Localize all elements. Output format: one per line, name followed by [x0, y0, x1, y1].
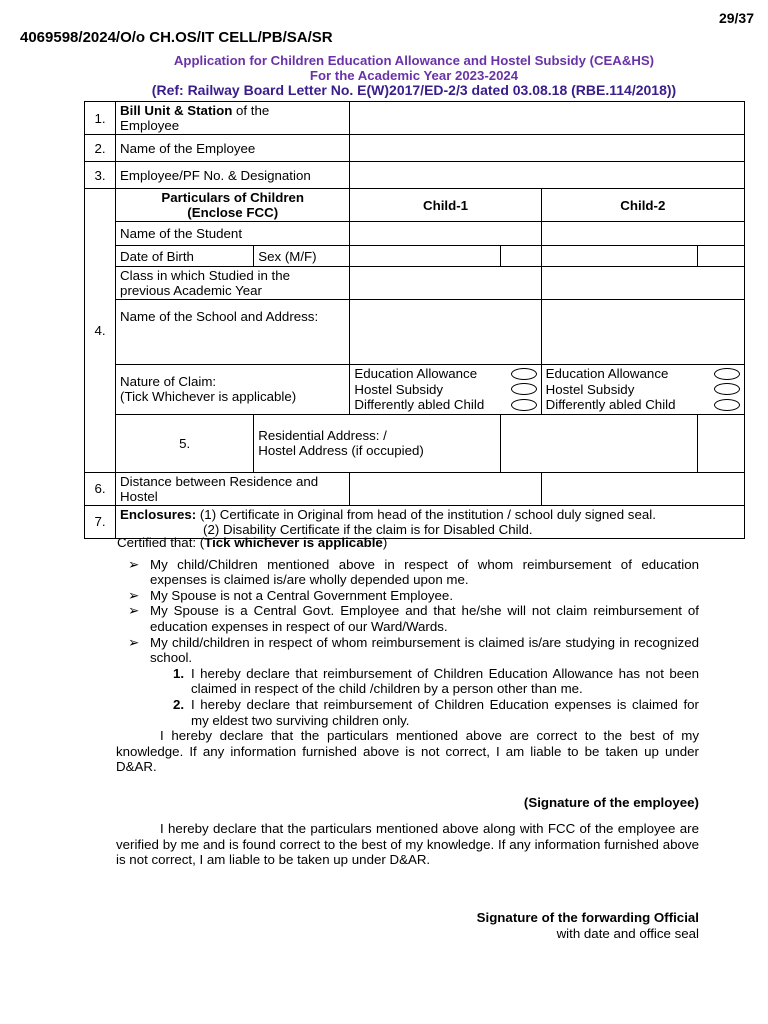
child-2-differently-abled-option[interactable]: [546, 397, 740, 413]
child-2-sex-field[interactable]: [697, 246, 744, 267]
employee-pf-field[interactable]: [350, 162, 745, 189]
enclosure-2: (2) Disability Certificate if the claim is for Disabled Child.: [203, 521, 533, 537]
child-2-education-allowance-option[interactable]: [546, 366, 740, 382]
certification-bullet[interactable]: [117, 588, 699, 604]
certification-section: [117, 535, 699, 775]
enclosure-1: (1) Certificate in Original from head of the institution / school duly signed seal.: [196, 506, 656, 522]
declaration-item: [117, 697, 699, 728]
row-2-number: 2.: [85, 135, 116, 162]
form-title: [84, 53, 744, 98]
previous-class-label-line1: Class in which Studied in the: [120, 268, 291, 283]
bill-unit-label-rest: of the: [232, 103, 270, 118]
child-1-address-field[interactable]: [500, 414, 697, 472]
particulars-header-line1: Particulars of Children: [161, 190, 305, 205]
employee-pf-label: Employee/PF No. & Designation: [116, 162, 350, 189]
child-1-sex-field[interactable]: [500, 246, 541, 267]
child-1-dob-field[interactable]: [350, 246, 500, 267]
row-7-number: 7.: [85, 505, 116, 538]
child-1-class-field[interactable]: [350, 267, 541, 300]
child-2-differently-abled-label: Differently abled Child: [545, 397, 676, 413]
forwarding-official-signature: [477, 910, 699, 941]
certification-bullets: [117, 557, 699, 666]
row-5-number: 5.: [116, 414, 254, 472]
certification-bullet[interactable]: [117, 557, 699, 588]
employee-name-field[interactable]: [350, 135, 745, 162]
child-2-dob-field[interactable]: [541, 246, 697, 267]
row-3-number: 3.: [85, 162, 116, 189]
certification-heading-end: ): [382, 535, 388, 550]
child-1-claim-options: [350, 365, 541, 415]
child-2-student-name-field[interactable]: [541, 222, 744, 246]
child-1-hostel-subsidy-checkbox[interactable]: [511, 383, 537, 395]
certification-bullet[interactable]: [117, 603, 699, 634]
child-1-hostel-subsidy-option[interactable]: [354, 382, 536, 398]
particulars-header: [116, 189, 350, 222]
child-1-differently-abled-checkbox[interactable]: [511, 399, 537, 411]
child-2-distance-field[interactable]: [541, 472, 744, 505]
employee-signature-label: (Signature of the employee): [523, 795, 699, 810]
distance-label-line1: Distance between Residence and: [120, 473, 319, 489]
verification-statement: I hereby declare that the particulars mentioned above along with FCC of the employee are verified by me and is found correct to the best of my knowledge. If any information furnished above is not correct, I am liable to be taken up under D&AR.: [116, 821, 699, 868]
row-1-number: 1.: [85, 102, 116, 135]
arrow-bullet-icon: ➢: [128, 587, 140, 603]
child-1-hostel-subsidy-label: Hostel Subsidy: [354, 381, 444, 397]
child-2-hostel-subsidy-option[interactable]: [546, 382, 740, 398]
child-2-hostel-subsidy-label: Hostel Subsidy: [545, 381, 635, 397]
student-name-label: Name of the Student: [116, 222, 350, 246]
dob-label: Date of Birth: [116, 246, 254, 267]
child-1-distance-field[interactable]: [350, 472, 541, 505]
child-1-education-allowance-label: Education Allowance: [354, 366, 478, 382]
bullet-text: My Spouse is not a Central Government Employee.: [150, 587, 454, 603]
arrow-bullet-icon: ➢: [128, 634, 140, 650]
particulars-header-line2: (Enclose FCC): [187, 205, 279, 220]
residential-address-label-line1: Residential Address: /: [258, 428, 387, 443]
claim-nature-label-line1: Nature of Claim:: [120, 374, 217, 390]
bill-unit-label: [116, 102, 350, 135]
title-line-1: Application for Children Education Allowance and Hostel Subsidy (CEA&HS): [173, 53, 655, 68]
certification-bullet[interactable]: [117, 635, 699, 666]
final-declaration: I hereby declare that the particulars mentioned above are correct to the best of my knowledge. If any information furnished above is not correct, I am liable to be taken up under D&AR.: [116, 728, 699, 775]
child-2-header: Child-2: [541, 189, 744, 222]
declaration-number: 1.: [173, 665, 185, 681]
previous-class-label-line2: previous Academic Year: [120, 283, 262, 298]
bill-unit-field[interactable]: [350, 102, 745, 135]
row-6-number: 6.: [85, 472, 116, 505]
bill-unit-label-line2: Employee: [120, 118, 180, 133]
child-1-header: Child-1: [350, 189, 541, 222]
child-2-education-allowance-label: Education Allowance: [545, 366, 669, 382]
school-label: Name of the School and Address:: [116, 300, 350, 365]
child-2-education-allowance-checkbox[interactable]: [714, 368, 740, 380]
child-1-education-allowance-checkbox[interactable]: [511, 368, 537, 380]
bullet-text: My child/Children mentioned above in respect of whom reimbursement of education expenses is claimed is/are wholly depended upon me.: [150, 556, 699, 588]
certification-heading-text: Certified that: (: [117, 535, 205, 550]
application-form-table: [84, 101, 745, 539]
previous-class-label: [116, 267, 350, 300]
row-4-number: 4.: [85, 189, 116, 473]
child-2-differently-abled-checkbox[interactable]: [714, 399, 740, 411]
declarations-list: [117, 666, 699, 728]
arrow-bullet-icon: ➢: [128, 603, 140, 619]
page-number: 29/37: [718, 10, 754, 26]
bill-unit-label-bold: Bill Unit & Station: [120, 103, 233, 118]
child-2-address-field[interactable]: [697, 414, 744, 472]
declaration-text: I hereby declare that reimbursement of Children Education expenses is claimed for my eldest two surviving children only.: [191, 696, 699, 728]
declaration-text: I hereby declare that reimbursement of Children Education Allowance has not been claimed in respect of the child /children by a person other than me.: [191, 665, 699, 697]
bullet-text: My child/children in respect of whom reimbursement is claimed is/are studying in recognized school.: [150, 634, 699, 666]
child-1-differently-abled-option[interactable]: [354, 397, 536, 413]
child-1-student-name-field[interactable]: [350, 222, 541, 246]
child-2-claim-options: [541, 365, 744, 415]
title-line-2: For the Academic Year 2023-2024: [309, 68, 519, 83]
distance-label: [116, 472, 350, 505]
file-reference: 4069598/2024/O/o CH.OS/IT CELL/PB/SA/SR: [20, 29, 333, 46]
residential-address-label: [254, 414, 500, 472]
child-2-hostel-subsidy-checkbox[interactable]: [714, 383, 740, 395]
declaration-item: [117, 666, 699, 697]
child-2-class-field[interactable]: [541, 267, 744, 300]
child-1-school-field[interactable]: [350, 300, 541, 365]
employee-name-label: Name of the Employee: [116, 135, 350, 162]
child-2-school-field[interactable]: [541, 300, 744, 365]
sex-label: Sex (M/F): [254, 246, 350, 267]
enclosures-label: Enclosures:: [120, 506, 197, 522]
claim-nature-label: [116, 365, 350, 415]
certification-heading-bold: Tick whichever is applicable: [204, 535, 383, 550]
title-reference: (Ref: Railway Board Letter No. E(W)2017/ED-2/3 dated 03.08.18 (RBE.114/2018)): [151, 82, 677, 98]
enclosures-cell: [116, 505, 745, 538]
residential-address-label-line2: Hostel Address (if occupied): [258, 443, 424, 458]
forwarding-official-title: Signature of the forwarding Official: [476, 910, 699, 925]
declaration-number: 2.: [173, 696, 185, 712]
bullet-text: My Spouse is a Central Govt. Employee and that he/she will not claim reimbursement of education expenses in respect of our Ward/Wards.: [150, 603, 699, 634]
arrow-bullet-icon: ➢: [128, 556, 140, 572]
distance-label-line2: Hostel: [120, 488, 158, 504]
claim-nature-label-line2: (Tick Whichever is applicable): [120, 389, 297, 405]
child-1-differently-abled-label: Differently abled Child: [354, 397, 485, 413]
forwarding-official-subtitle: with date and office seal: [556, 925, 699, 941]
child-1-education-allowance-option[interactable]: [354, 366, 536, 382]
certification-heading: [117, 535, 699, 551]
